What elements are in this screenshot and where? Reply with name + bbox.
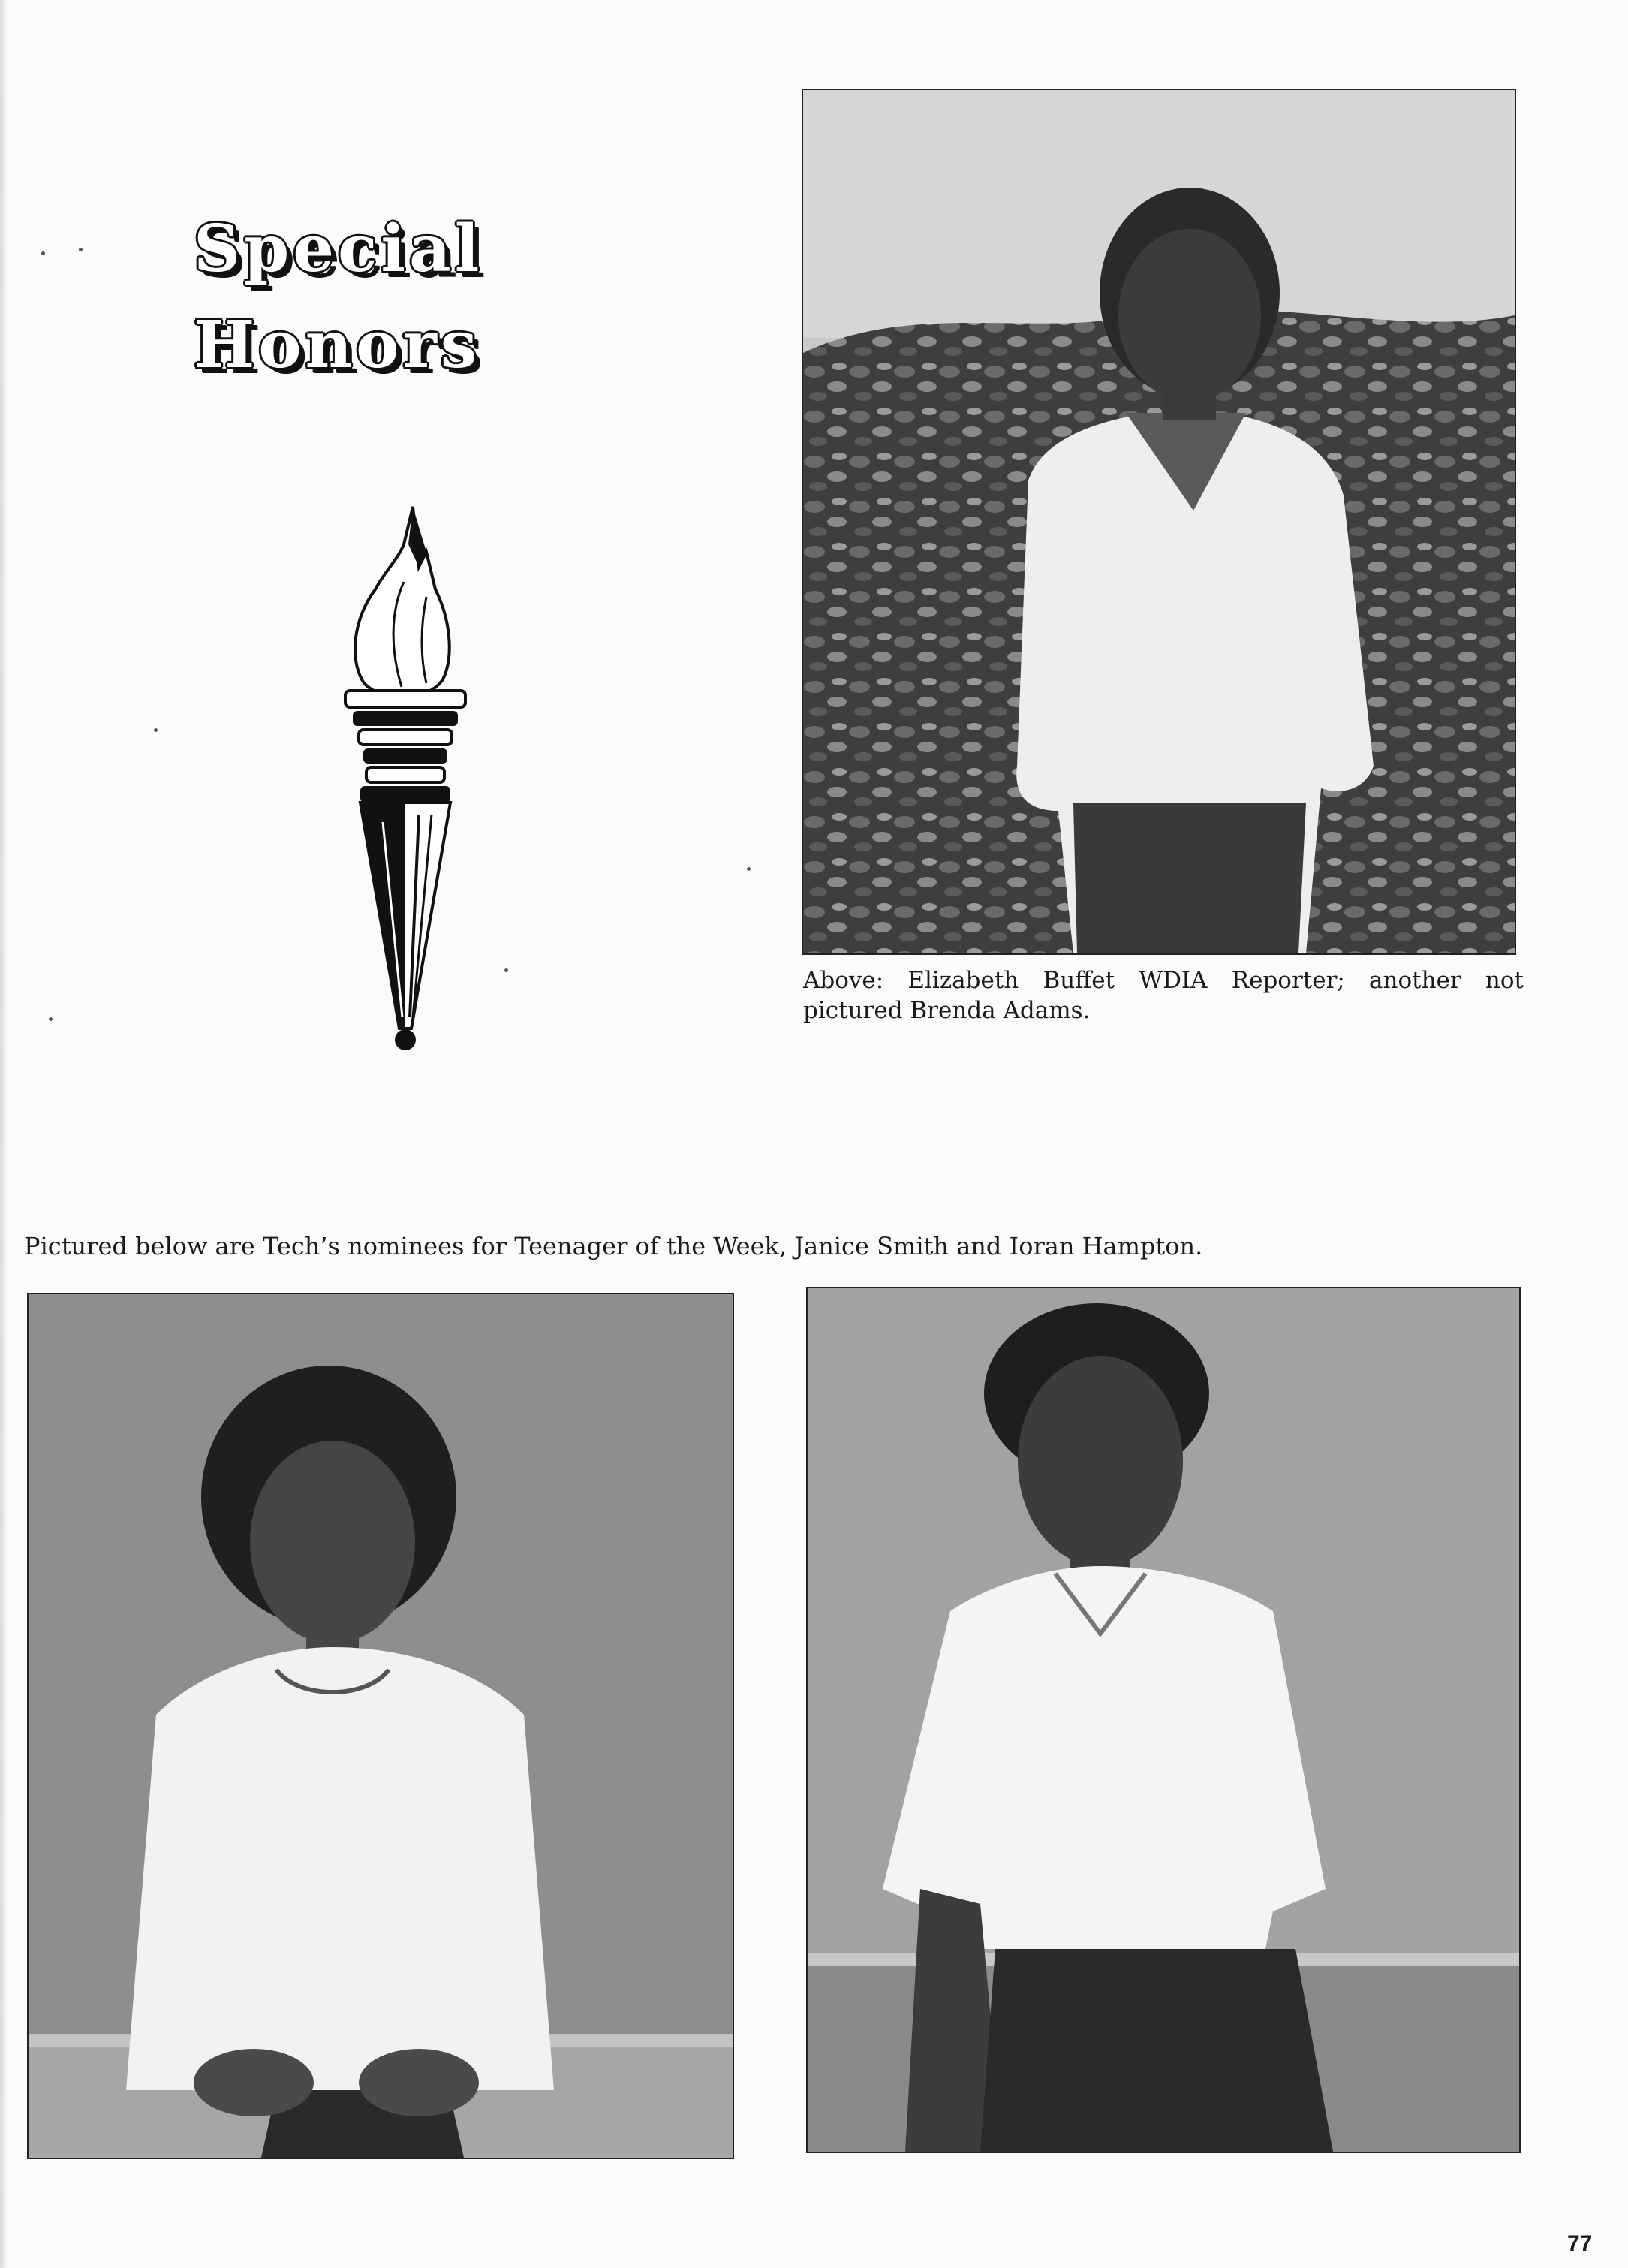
caption-teenager-nominees: Pictured below are Tech’s nominees for Teenager of the Week, Janice Smith and Ioran Hampton. xyxy=(24,1232,1203,1261)
print-speck xyxy=(504,968,508,972)
torch-illustration xyxy=(330,499,480,1059)
title-line-1: Special xyxy=(194,211,483,287)
page-title xyxy=(194,201,584,393)
page-number: 77 xyxy=(1567,2231,1593,2256)
photo-janice-smith xyxy=(27,1293,734,2159)
photo-elizabeth-buffet xyxy=(802,89,1516,955)
print-speck xyxy=(154,728,158,732)
print-speck xyxy=(41,251,45,255)
print-speck xyxy=(747,867,751,871)
page-edge xyxy=(0,0,8,2268)
title-line-2: Honors xyxy=(194,307,481,383)
print-speck xyxy=(79,248,83,251)
caption-elizabeth-buffet: Above: Elizabeth Buffet WDIA Reporter; another not pictured Brenda Adams. xyxy=(803,967,1524,1024)
photo-ioran-hampton xyxy=(806,1287,1521,2153)
print-speck xyxy=(49,1017,53,1021)
